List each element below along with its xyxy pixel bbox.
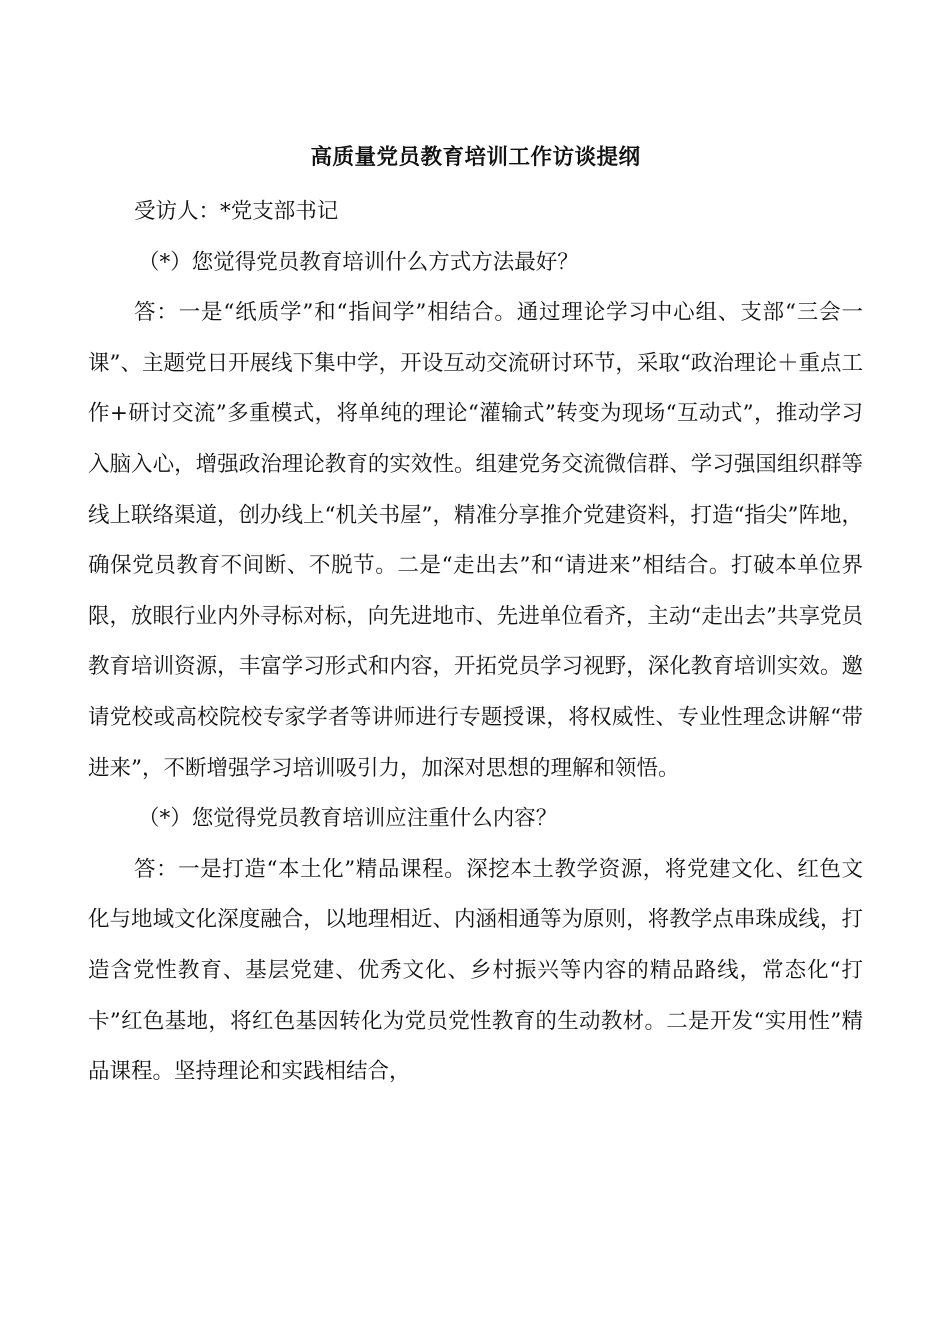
question-2: （*）您觉得党员教育培训应注重什么内容？ — [138, 806, 558, 832]
answer-2: 答：一是打造“本土化”精品课程。深挖本土教学资源，将党建文化、红色文化与地域文化深度融合，以地理相近、内涵相通等为原则，将教学点串珠成线，打造含党性教育、基层党建、优秀文化、乡村振兴等内容的精品路线，常态化“打卡”红色基地，将红色基因转化为党员党性教育的生动教材。二是开发“实用性”精品课程。坚持理论和实践相结合， — [88, 856, 863, 1085]
answer-1: 答：一是“纸质学”和“指间学”相结合。通过理论学习中心组、支部“三会一课”、主题党日开展线下集中学，开设互动交流研讨环节，采取“政治理论＋重点工作+研讨交流”多重模式，将单纯的理论“灌输式”转变为现场“互动式”，推动学习入脑入心，增强政治理论教育的实效性。组建党务交流微信群、学习强国组织群等线上联络渠道，创办线上“机关书屋”，精准分享推介党建资料，打造“指尖”阵地，确保党员教育不间断、不脱节。二是“走出去”和“请进来”相结合。打破本单位界限，放眼行业内外寻标对标，向先进地市、先进单位看齐，主动“走出去”共享党员教育培训资源，丰富学习形式和内容，开拓党员学习视野，深化教育培训实效。邀请党校或高校院校专家学者等讲师进行专题授课，将权威性、专业性理念讲解“带进来”，不断增强学习培训吸引力，加深对思想的理解和领悟。 — [88, 300, 863, 781]
document-page — [88, 136, 863, 1098]
document-title: 高质量党员教育培训工作访谈提纲 — [310, 145, 641, 170]
interviewee-line: 受访人：*党支部书记 — [134, 199, 339, 224]
question-1: （*）您觉得党员教育培训什么方式方法最好？ — [138, 249, 579, 275]
